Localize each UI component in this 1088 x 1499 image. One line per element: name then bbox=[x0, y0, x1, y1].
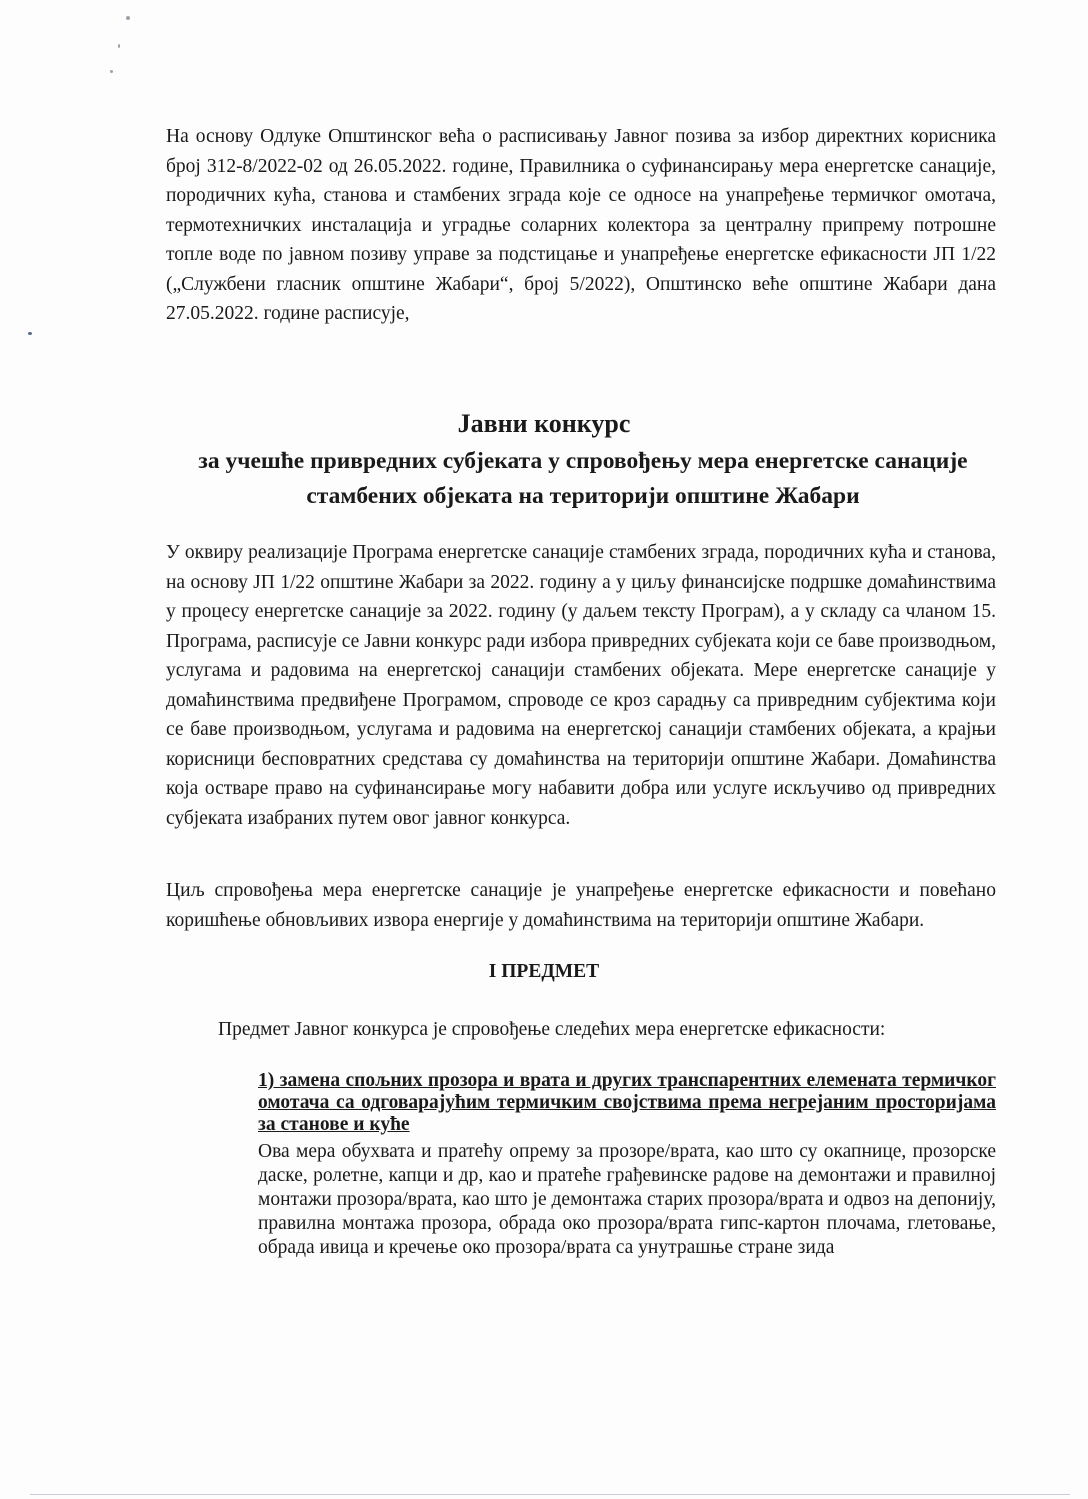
measure-1-description: Ова мера обухвата и пратећу опрему за прозоре/врата, као што су окапнице, прозорске даске, ролетне, капци и др, као и пратеће грађевинске радове на демонтажи и правилној монтажи прозора/врата, као што је демонтажа старих прозора/врата и одвоз на депонију, правилна монтажа прозора, обрада око прозора/врата гипс-картон плочама, глетовање, обрада ивица и кречење око прозора/врата са унутрашње стране зида bbox=[258, 1141, 996, 1258]
scan-speck bbox=[126, 16, 130, 20]
body-paragraph-2: Циљ спровођења мера енергетске санације је унапређење енергетске ефикасности и повећано коришћење обновљивих извора енергије у домаћинствима на територији општине Жабари. bbox=[166, 880, 996, 931]
page-bottom-edge bbox=[30, 1494, 1070, 1495]
document-subtitle: за учешће привредних субјеката у спровођењу мера енергетске санације стамбених објеката на територији општине Жабари bbox=[198, 448, 968, 509]
document-title: Јавни конкурс bbox=[457, 409, 631, 438]
intro-paragraph: На основу Одлуке Општинског већа о расписивању Јавног позива за избор директних корисника број 312-8/2022-02 од 26.05.2022. године, Правилника о суфинансирању мера енергетске санације, породичних кућа, станова и стамбених зграда које се односе на унапређење термичког омотача, термотехничких инсталација и уградње соларних колектора за централну припрему потрошне топле воде по јавном позиву управе за подстицање и унапређење енергетске ефикасности ЈП 1/22 („Службени гласник општине Жабари“, број 5/2022), Општинско веће општине Жабари дана 27.05.2022. године расписује, bbox=[166, 126, 996, 324]
scan-speck bbox=[118, 44, 120, 48]
scan-speck bbox=[110, 70, 113, 73]
body-paragraph-1: У оквиру реализације Програма енергетске санације стамбених зграда, породичних кућа и станова, на основу ЈП 1/22 општине Жабари за 2022. годину а у циљу финансијске подршке домаћинствима у процесу енергетске санације за 2022. годину (у даљем тексту Програм), а у складу са чланом 15. Програма, расписује се Јавни конкурс ради избора привредних субјеката који се баве производњом, услугама и радовима на енергетској санацији стамбених објеката. Мере енергетске санације у домаћинствима предвиђене Програмом, спроводе се кроз сарадњу са привредним субјектима који се баве производњом, услугама и радовима на енергетској санацији стамбених објеката, а крајњи корисници бесповратних средстава су домаћинства на територији општине Жабари. Домаћинства која остваре право на суфинансирање могу набавити добра или услуге искључиво од привредних субјеката изабраних путем овог јавног конкурса. bbox=[166, 542, 996, 829]
section-heading-subject: I ПРЕДМЕТ bbox=[488, 961, 600, 982]
subject-intro-text: Предмет Јавног конкурса је спровођење следећих мера енергетске ефикасности: bbox=[218, 1019, 886, 1040]
scan-speck bbox=[28, 332, 32, 335]
measure-1-title: 1) замена спољних прозора и врата и других транспарентних елемената термичког омотача са одговарајућим термичким својствима према негрејаним просторијама за станове и куће bbox=[258, 1070, 996, 1135]
